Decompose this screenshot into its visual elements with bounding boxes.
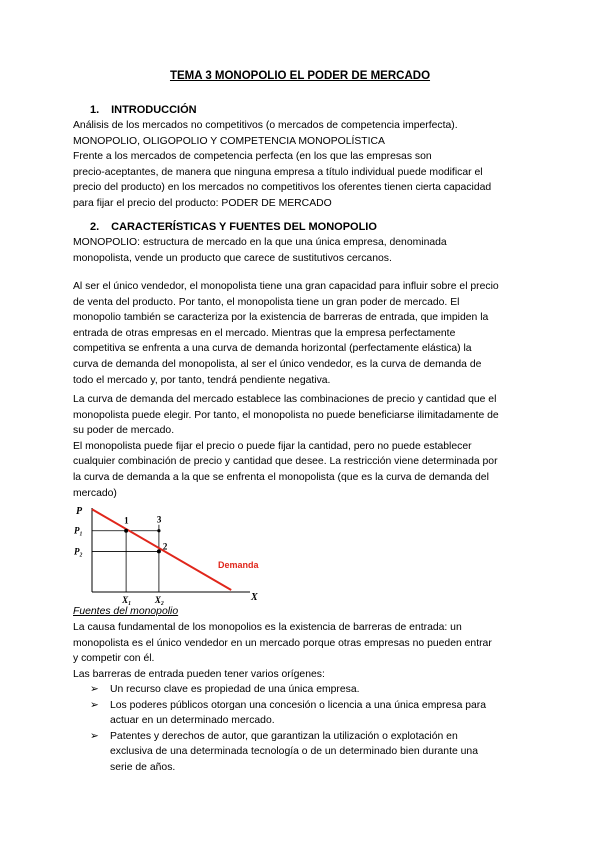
text-line: actuar en un determinado mercado. <box>110 715 275 727</box>
section-title: CARACTERÍSTICAS Y FUENTES DEL MONOPOLIO <box>111 221 377 233</box>
arrow-bullet-icon: ➢ <box>90 730 99 742</box>
list-item <box>90 682 530 698</box>
text-line: monopolista, vende un producto que carece de sustitutivos cercanos. <box>73 252 392 264</box>
p2-tick-label: P₂ <box>74 546 83 557</box>
x-axis-label: X <box>251 592 258 603</box>
paragraph-fuentes <box>73 620 533 682</box>
point-1-label: 1 <box>124 515 129 526</box>
text-line: La curva de demanda del mercado establece las combinaciones de precio y cantidad que el <box>73 394 497 405</box>
monopolio-definition <box>73 235 533 266</box>
text-line: Análisis de los mercados no competitivos (o mercados de competencia imperfecta). <box>73 120 458 131</box>
fuentes-subtitle: Fuentes del monopolio <box>73 606 179 617</box>
text-line: la curva de demanda a la que se enfrenta el monopolista (que es la curva de demanda del <box>73 471 489 483</box>
demand-curve <box>92 509 231 590</box>
text-line: exclusiva de una determinada tecnología o de un determinado bien durante una <box>110 746 478 758</box>
point-2-label: 2 <box>162 541 168 552</box>
section-heading-caracteristicas <box>90 221 377 233</box>
text-line: precio-aceptantes, de manera que ninguna empresa a título individual puede modificar el <box>73 166 483 178</box>
text-line: El monopolista puede fijar el precio o puede fijar la cantidad, pero no puede establecer <box>73 440 472 452</box>
text-line: MONOPOLIO, OLIGOPOLIO Y COMPETENCIA MONOPOLÍSTICA <box>73 135 385 147</box>
y-axis-label: P <box>76 506 83 517</box>
text-line: precio del producto) en los mercados no competitivos los oferentes tienen cierta capacidad <box>73 182 492 194</box>
text-line: serie de años. <box>110 761 176 773</box>
section-number: 2. <box>90 221 100 233</box>
x2-tick-label: X₂ <box>154 595 165 605</box>
text-line: monopolista es el único vendedor en un mercado porque otras empresas no pueden entrar <box>73 637 492 649</box>
text-line: MONOPOLIO: estructura de mercado en la que una única empresa, denominada <box>73 237 447 248</box>
text-line: de venta del producto. Por tanto, el monopolista tiene un gran poder de mercado. El <box>73 296 460 308</box>
point-2 <box>157 549 161 553</box>
text-line: competitiva se enfrenta a una curva de demanda horizontal (perfectamente elástica) la <box>73 343 472 355</box>
x1-tick-label: X₁ <box>122 595 132 605</box>
text-line: mercado) <box>73 487 117 499</box>
intro-paragraph <box>73 118 533 212</box>
text-line: Frente a los mercados de competencia perfecta (en los que las empresas son <box>73 151 432 163</box>
text-line: monopolista puede elegir. Por tanto, el monopolista no puede beneficiarse ilimitadamente de <box>73 409 499 421</box>
list-item <box>90 698 530 729</box>
text-line: monopolio también se caracteriza por la existencia de barreras de entrada, que impiden la <box>73 312 489 324</box>
arrow-bullet-icon: ➢ <box>90 699 99 711</box>
point-1 <box>124 529 128 533</box>
text-line: Al ser el único vendedor, el monopolista tiene una gran capacidad para influir sobre el precio <box>73 281 499 292</box>
text-line: para fijar el precio del producto: PODER DE MERCADO <box>73 197 332 209</box>
p1-tick-label: P₁ <box>74 525 83 536</box>
section-heading-introduccion <box>90 104 197 116</box>
section-title: INTRODUCCIÓN <box>111 104 197 116</box>
list-item <box>90 729 530 776</box>
text-line: La causa fundamental de los monopolios es la existencia de barreras de entrada: un <box>73 622 462 633</box>
barreras-list <box>90 682 530 776</box>
point-3-label: 3 <box>156 514 162 525</box>
document-title: TEMA 3 MONOPOLIO EL PODER DE MERCADO <box>169 70 431 82</box>
arrow-bullet-icon: ➢ <box>90 684 99 695</box>
text-line: entrada de otras empresas en el mercado. Mientras que la empresa perfectamente <box>73 327 456 339</box>
demand-chart <box>70 500 270 606</box>
text-line: Las barreras de entrada pueden tener varios orígenes: <box>73 668 325 680</box>
paragraph-unico-vendedor <box>73 279 533 388</box>
text-line: cualquier combinación de precio y cantidad que desee. La restricción viene determinada por <box>73 456 498 468</box>
text-line: curva de demanda del monopolista, al ser el único vendedor, es la curva de demanda de <box>73 358 482 370</box>
text-line: todo el mercado y, por tanto, tendrá pendiente negativa. <box>73 374 331 386</box>
demand-legend-label: Demanda <box>218 560 259 570</box>
text-line: su poder de mercado. <box>73 425 175 437</box>
paragraph-curva-demanda <box>73 392 533 501</box>
text-line: Los poderes públicos otorgan una concesión o licencia a una única empresa para <box>110 699 487 711</box>
section-number: 1. <box>90 104 100 116</box>
point-3 <box>157 529 160 532</box>
text-line: Un recurso clave es propiedad de una única empresa. <box>110 684 360 695</box>
text-line: Patentes y derechos de autor, que garantizan la utilización o explotación en <box>110 730 458 742</box>
text-line: y competir con él. <box>73 653 155 665</box>
